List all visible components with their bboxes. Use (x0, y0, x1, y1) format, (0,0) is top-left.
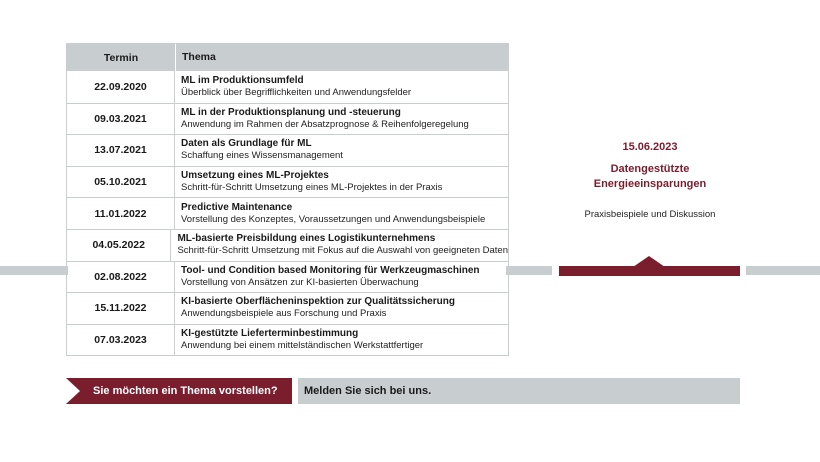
table-row (67, 197, 508, 229)
table-row (67, 229, 508, 261)
upcoming-subtitle: Praxisbeispiele und Diskussion (584, 209, 716, 220)
table-row (67, 134, 508, 166)
topic-description: Anwendungsbeispiele aus Forschung und Praxis (181, 308, 387, 320)
row-date: 09.03.2021 (67, 104, 175, 135)
topic-description: Schritt-für-Schritt Umsetzung mit Fokus auf die Auswahl von geeigneten Daten (177, 245, 508, 257)
topic-title: ML-basierte Preisbildung eines Logistikunternehmens (177, 233, 436, 245)
row-topic (175, 198, 508, 229)
upcoming-title-line-2: Energieeinsparungen (593, 178, 707, 190)
table-body (67, 71, 508, 355)
table-row (67, 261, 508, 293)
topic-title: ML in der Produktionsplanung und -steuerung (181, 106, 401, 118)
timeline-marker (559, 266, 740, 276)
row-topic (175, 325, 508, 356)
row-topic (175, 293, 508, 324)
row-date: 02.08.2022 (67, 262, 175, 293)
topic-description: Anwendung bei einem mittelständischen Werkstattfertiger (181, 340, 424, 352)
row-topic (175, 71, 508, 103)
row-date: 22.09.2020 (67, 71, 175, 103)
upcoming-title (560, 162, 740, 192)
timeline-marker-pointer (633, 256, 665, 267)
column-header-termin: Termin (103, 51, 139, 64)
topic-title: ML im Produktionsumfeld (181, 74, 304, 86)
timeline-band-middle (506, 266, 552, 275)
table-row (67, 292, 508, 324)
row-date: 13.07.2021 (67, 135, 175, 166)
topic-title: KI-basierte Oberflächeninspektion zur Qualitätssicherung (181, 296, 455, 308)
topic-description: Anwendung im Rahmen der Absatzprognose & Reihenfolgeregelung (181, 118, 469, 130)
topic-description: Vorstellung des Konzeptes, Voraussetzungen und Anwendungsbeispiele (181, 213, 486, 225)
row-topic (171, 230, 508, 261)
row-date: 11.01.2022 (67, 198, 175, 229)
topic-description: Überblick über Begrifflichkeiten und Anwendungsfelder (181, 86, 412, 98)
table-row (67, 166, 508, 198)
row-topic (175, 167, 508, 198)
topic-title: KI-gestützte Lieferterminbestimmung (181, 328, 359, 340)
topic-title: Tool- und Condition based Monitoring für Werkzeugmaschinen (181, 264, 480, 276)
table-row (67, 103, 508, 135)
topic-description: Schritt-für-Schritt Umsetzung eines ML-Projektes in der Praxis (181, 182, 443, 194)
row-topic (175, 135, 508, 166)
row-date: 07.03.2023 (67, 325, 175, 356)
table-header (67, 44, 508, 71)
row-date: 05.10.2021 (67, 167, 175, 198)
arrow-right-icon (66, 378, 80, 404)
topic-title: Umsetzung eines ML-Projektes (181, 170, 329, 182)
upcoming-title-line-1: Datengestützte (610, 163, 690, 175)
contact-us-link[interactable]: Melden Sie sich bei uns. (298, 378, 740, 404)
topic-title: Predictive Maintenance (181, 201, 293, 213)
topic-title: Daten als Grundlage für ML (181, 138, 312, 150)
topic-description: Schaffung eines Wissensmanagement (181, 150, 343, 162)
row-date: 04.05.2022 (67, 230, 171, 261)
upcoming-date: 15.06.2023 (622, 141, 678, 153)
row-date: 15.11.2022 (67, 293, 175, 324)
row-topic (175, 262, 508, 293)
timeline-band-right (746, 266, 820, 275)
column-header-thema: Thema (175, 44, 508, 71)
timeline-band-left (0, 266, 68, 275)
row-topic (175, 104, 508, 135)
topic-description: Vorstellung von Ansätzen zur KI-basierten Überwachung (181, 276, 419, 288)
propose-topic-banner[interactable]: Sie möchten ein Thema vorstellen? (66, 378, 292, 404)
upcoming-event (560, 140, 740, 221)
schedule-table (66, 43, 509, 356)
table-row (67, 71, 508, 103)
table-row (67, 324, 508, 356)
